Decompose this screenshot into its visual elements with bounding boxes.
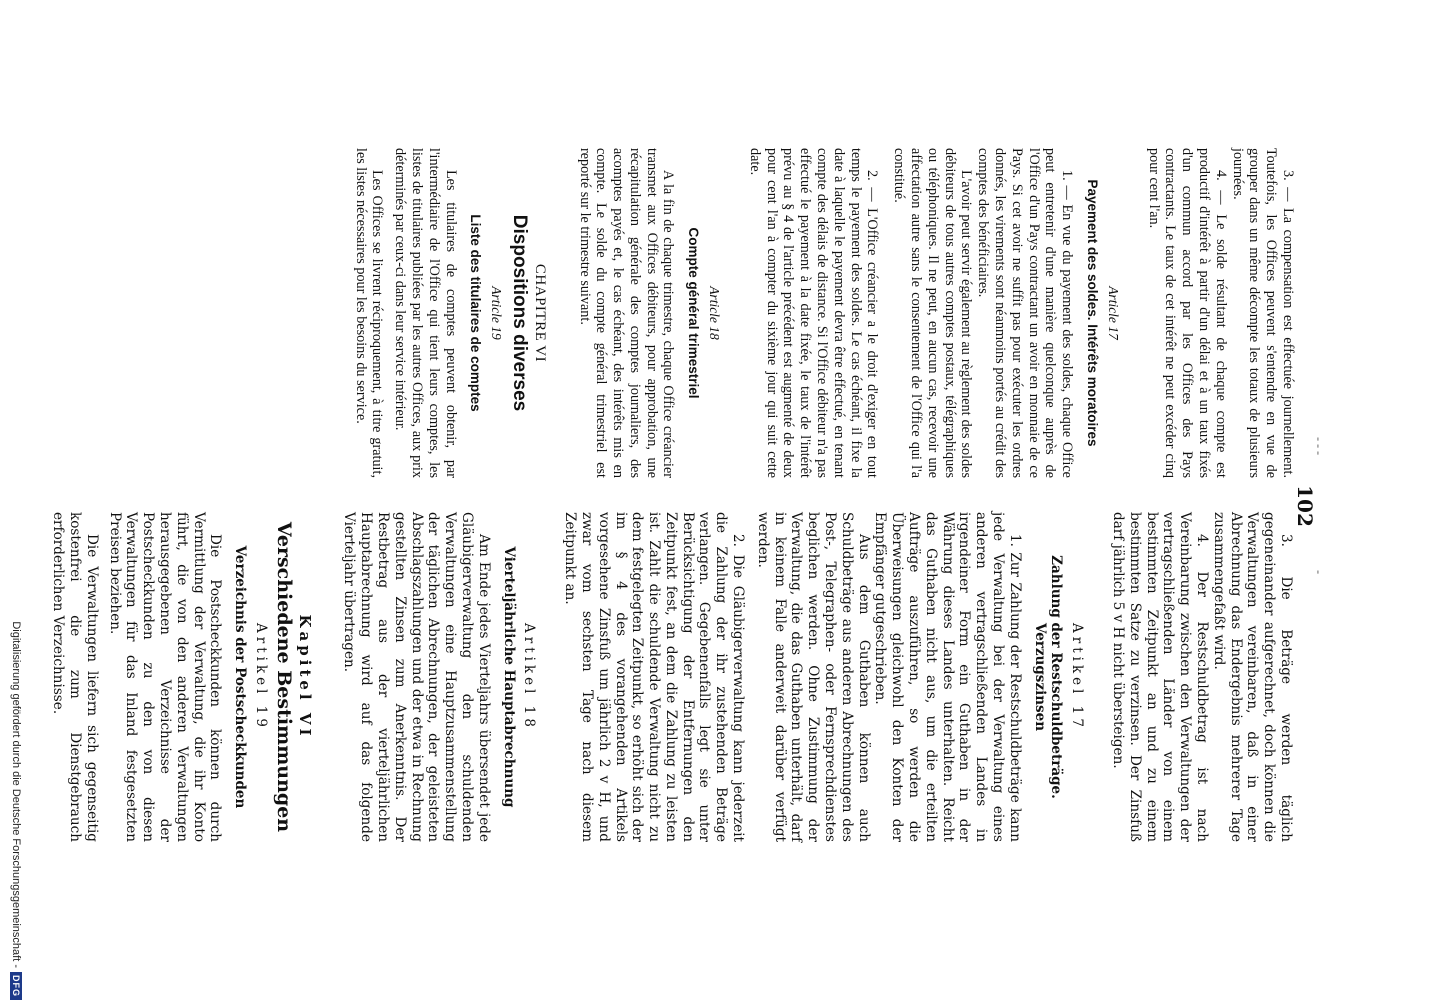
de-article-17-paragraph-2: 2. Die Gläubigerverwaltung kann jederzeit die Zahlung der ihr zustehenden Beträge verlangen. Gegebenenfalls legt sie unter Berücksichtigung der Entfernungen den Zeitpunkt fest, an dem die Zahlung zu leisten ist. Zahlt die schuldende Verwaltung nicht zu dem festgelegten Zeitpunkt, so erhöht sich der im § 4 des vorangehenden Artikels vorgesehene Zinsfuß um jährlich 2 v H, und zwar vom sechsten Tage nach diesem Zeitpunkt an. [562, 512, 747, 842]
de-article-17-title: Zahlung der Restschuldbeträge. Verzugszinsen [1031, 555, 1065, 799]
fr-article-19-paragraph-2: Les Offices se livrent réciproquement, à titre gratuit, les listes nécessaires pour les besoins du service. [352, 148, 386, 478]
de-paragraph-3: 3. Die Beträge werden täglich gegeneinander aufgerechnet, doch können die Verwaltungen vereinbaren, daß in einer Abrechnung das Endergebnis mehrerer Tage zusammengefaßt wird. [1210, 512, 1294, 842]
header-dash-right: - [1312, 570, 1326, 574]
de-article-19-title: Verzeichnis der Postscheckkunden [232, 545, 249, 809]
footer-text: Digitalisierung gefördert durch die Deutsche Forschungsgemeinschaft - [10, 621, 22, 968]
de-article-17-heading: Artikel 17 [1069, 623, 1086, 731]
french-column [352, 148, 1296, 478]
fr-article-17-paragraph-b: L'avoir peut servir également au règlement des soldes débiteurs de tous autres comptes postaux, télégraphiques ou téléphoniques. Il ne peut, en aucun cas, recevoir une affectation autre sans le consentement de l'Office qui l'a constitué. [891, 148, 975, 478]
de-article-19-paragraph-1: Die Postscheckkunden können durch Vermittlung der Verwaltung, die ihr Konto führt, die von den anderen Verwaltungen herausgegebenen Verzeichnisse der Postscheckkunden zu den von diesen Verwaltungen für das Inland festgesetzten Preisen beziehen. [106, 512, 224, 842]
fr-paragraph-4: 4. — Le solde résultant de chaque compte est productif d'intérêt à partir d'un délai et à un taux fixés d'un commun accord par les Offices des Pays contractants. Le taux de cet intérêt ne peut excéder cinq pour cent l'an. [1145, 148, 1229, 478]
de-article-18-title: Vierteljährliche Hauptabrechnung [500, 546, 517, 808]
digitization-footer [10, 560, 22, 1000]
fr-paragraph-3: 3. — La compensation est effectuée journellement. Toutefois, les Offices peuvent s'entendre en vue de grouper dans un même décompte les totaux de plusieurs journées. [1229, 148, 1296, 478]
de-article-19-paragraph-2: Die Verwaltungen liefern sich gegenseitig kostenfrei die zum Dienstgebrauch erforderlichen Verzeichnisse. [50, 512, 100, 842]
page-number: 102 [1293, 485, 1317, 527]
fr-article-19-title: Liste des titulaires de comptes [468, 214, 484, 412]
fr-article-17-title: Payement des soldes. Intérêts moratoires [1085, 179, 1101, 447]
de-article-19-heading: Artikel 19 [252, 623, 269, 731]
fr-article-17-heading: Article 17 [1105, 286, 1121, 340]
fr-article-19-heading: Article 19 [489, 286, 505, 340]
fr-article-18-heading: Article 18 [707, 286, 723, 340]
fr-article-19-paragraph-1: Les titulaires de comptes peuvent obtenir, par l'intermédiaire de l'Office qui tient leurs comptes, les listes de titulaires publiées par les autres Offices, aux prix déterminés par ceux-ci dans leur service intérieur. [392, 148, 459, 478]
fr-article-18-paragraph: A la fin de chaque trimestre, chaque Office créancier transmet aux Offices débiteurs, pour approbation, une récapitulation générale des comptes journaliers, des acomptes payés et, le cas échéant, des intérêts mis en compte. Le solde du compte général trimestriel est reporté sur le trimestre suivant. [576, 148, 677, 478]
de-article-18-paragraph: Am Ende jedes Vierteljahrs übersendet jede Gläubigerverwaltung den schuldenden Verwaltungen eine Hauptzusammenstellung der täglichen Abrechnungen, der geleisteten Abschlagszahlungen und der etwa in Rechnung gestellten Zinsen zum Anerkenntnis. Der Restbetrag aus der vierteljährlichen Hauptabrechnung wird auf das folgende Vierteljahr übertragen. [341, 512, 492, 842]
de-article-17-paragraph-1: 1. Zur Zahlung der Restschuldbeträge kann jede Verwaltung bei der Verwaltung eines anderen vertragschließenden Landes in irgendeiner Form ein Guthaben in der Währung dieses Landes unterhalten. Reicht das Guthaben nicht aus, um die erteilten Aufträge auszuführen, so werden die Überweisungen gleichwohl den Konten der Empfänger gutgeschrieben. [872, 512, 1023, 842]
fr-chapter-heading: CHAPITRE VI [531, 263, 548, 363]
fr-chapter-title: Dispositions diverses [508, 214, 530, 412]
german-column [49, 512, 1294, 842]
de-chapter-title: Verschiedene Bestimmungen [272, 521, 295, 833]
de-article-17-paragraph-b: Aus dem Guthaben können auch Schuldbeträge aus anderen Abrechnungen des Post-, Telegraphen- oder Fernsprechdienstes beglichen werden. Ohne Zustimmung der Verwaltung, die das Guthaben unterhält, darf in keinem Falle anderweit darüber verfügt werden. [754, 512, 872, 842]
fr-article-17-paragraph-2: 2. — L'Office créancier a le droit d'exiger en tout temps le payement des soldes. Le cas échéant, il fixe la date à laquelle le payement devra être effectué, en tenant compte des délais de distance. Si l'Office débiteur n'a pas effectué le payement à la date fixée, le taux de l'intérêt prévu au § 4 de l'article précédent est augmenté de deux pour cent l'an à compter du sixième jour qui suit cette date. [746, 148, 881, 478]
header-dash-left: - - - [1312, 437, 1326, 455]
fr-article-17-paragraph-1: 1. — En vue du payement des soldes, chaque Office peut entretenir d'une manière quelconque auprès de l'Office d'un Pays contractant un avoir en monnaie de ce Pays. Si cet avoir ne suffit pas pour exécuter les ordres donnés, les virements sont néanmoins portés au crédit des comptes des bénéficiaires. [975, 148, 1076, 478]
de-paragraph-4: 4. Der Restschuldbetrag ist nach Vereinbarung zwischen den Verwaltungen der vertragschließenden Länder von einem bestimmten Zeitpunkt an und zu einem bestimmten Satze zu verzinsen. Der Zinsfuß darf jährlich 5 v H nicht übersteigen. [1110, 512, 1211, 842]
fr-article-18-title: Compte général trimestriel [686, 227, 702, 399]
de-article-18-heading: Artikel 18 [521, 623, 538, 731]
de-chapter-heading: Kapitel VI [295, 614, 314, 740]
dfg-logo-icon: DFG [10, 972, 22, 1000]
